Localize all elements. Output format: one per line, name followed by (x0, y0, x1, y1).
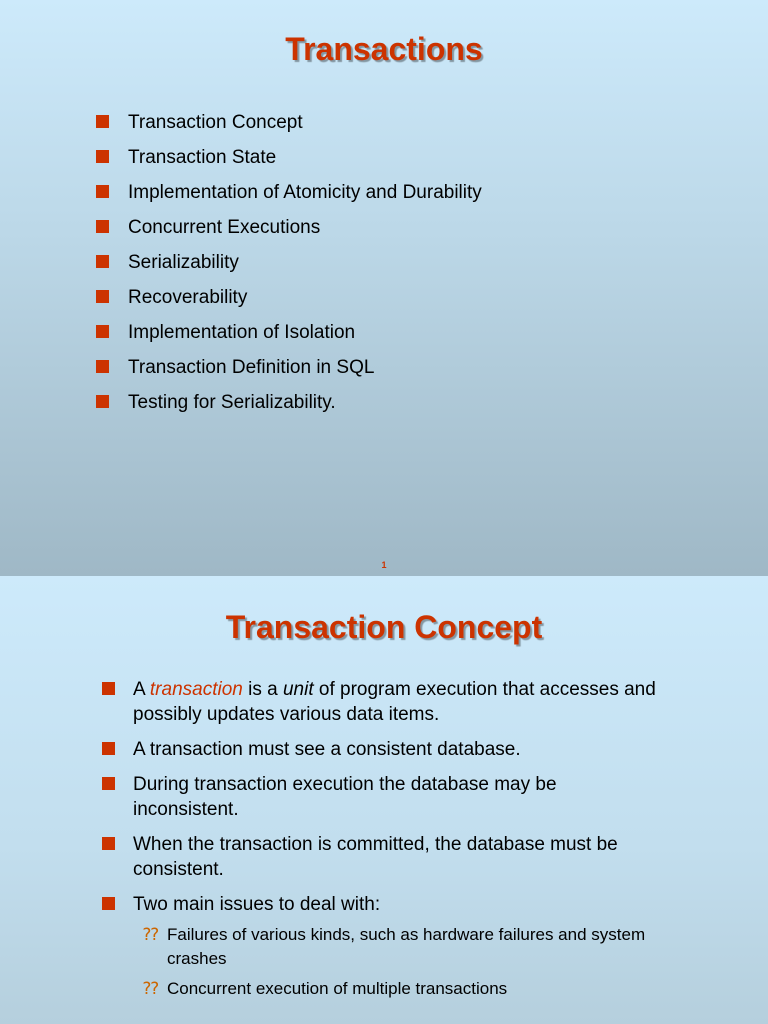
text-pre: A (133, 679, 150, 700)
list-item-label: Implementation of Atomicity and Durability (128, 182, 482, 203)
term-unit: unit (282, 679, 314, 700)
issues-sublist (133, 923, 662, 1001)
square-bullet-icon (102, 742, 115, 755)
concept-list (102, 677, 662, 1011)
slide-title: Transactions (285, 31, 483, 67)
list-item-label: During transaction execution the database may be inconsistent. (133, 774, 557, 820)
term-transaction: transaction (149, 679, 243, 700)
square-bullet-icon (96, 185, 109, 198)
sub-list-item-label: Failures of various kinds, such as hardware failures and system crashes (167, 925, 646, 968)
square-bullet-icon (102, 682, 115, 695)
list-item (102, 737, 662, 762)
square-bullet-icon (96, 325, 109, 338)
sub-list-item-label: Concurrent execution of multiple transactions (167, 979, 508, 998)
topic-list (96, 110, 482, 425)
sub-bullet-icon: ⁇ (143, 979, 159, 998)
list-item-label: A transaction must see a consistent database. (133, 739, 521, 760)
list-item (96, 215, 482, 250)
list-item-label: Serializability (128, 252, 239, 273)
list-item-label: Recoverability (128, 287, 248, 308)
list-item-label: When the transaction is committed, the database must be consistent. (133, 834, 618, 880)
square-bullet-icon (96, 220, 109, 233)
square-bullet-icon (96, 255, 109, 268)
list-item-label: Transaction State (128, 147, 277, 168)
slide-transaction-concept (0, 576, 768, 1024)
square-bullet-icon (96, 290, 109, 303)
list-item (102, 832, 662, 882)
sub-list-item (133, 977, 662, 1001)
text-post: of program execution that accesses and possibly updates various data items. (133, 679, 656, 725)
square-bullet-icon (96, 395, 109, 408)
list-item (102, 772, 662, 822)
list-item-label: Testing for Serializability. (128, 392, 336, 413)
list-item-label: Implementation of Isolation (128, 322, 356, 343)
list-item-label: Concurrent Executions (128, 217, 321, 238)
text-mid: is a (242, 679, 283, 700)
list-item (96, 110, 482, 145)
sub-list-item (133, 923, 662, 971)
square-bullet-icon (96, 150, 109, 163)
square-bullet-icon (102, 897, 115, 910)
list-item (102, 677, 662, 727)
list-item-label: Transaction Definition in SQL (128, 357, 375, 378)
square-bullet-icon (102, 837, 115, 850)
square-bullet-icon (96, 115, 109, 128)
slide-title: Transaction Concept (225, 609, 543, 645)
square-bullet-icon (96, 360, 109, 373)
list-item (96, 390, 482, 425)
sub-bullet-icon: ⁇ (143, 925, 159, 944)
list-item (96, 145, 482, 180)
square-bullet-icon (102, 777, 115, 790)
list-item (96, 320, 482, 355)
list-item (96, 355, 482, 390)
list-item (96, 250, 482, 285)
list-item (96, 285, 482, 320)
list-item-label: Transaction Concept (128, 112, 303, 133)
list-item (96, 180, 482, 215)
page-number: 1 (381, 560, 387, 570)
list-item-label: Two main issues to deal with: (133, 894, 381, 915)
list-item (102, 892, 662, 1001)
